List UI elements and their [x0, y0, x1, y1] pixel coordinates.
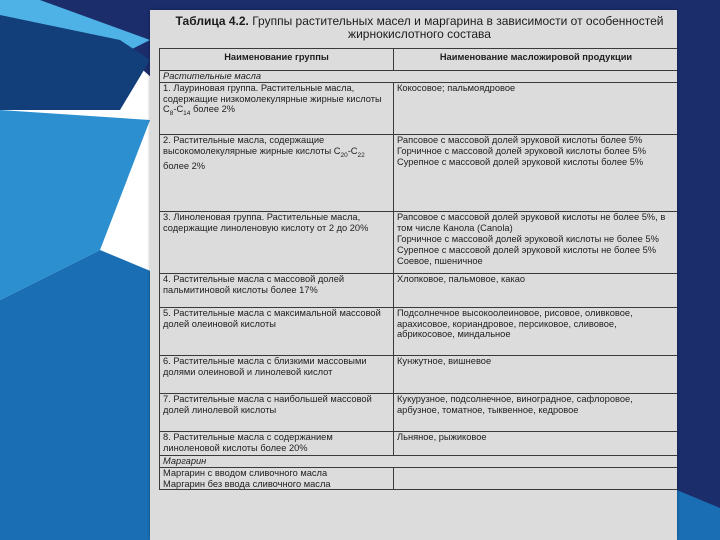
table-row: [160, 356, 678, 394]
product-cell: Хлопковое, пальмовое, какао: [394, 274, 678, 308]
group-cell: 1. Лауриновая группа. Растительные масла, содержащие низкомолекулярные жирные кислоты $C_8-C_{14}$ более 2%: [160, 83, 394, 135]
product-cell: Кунжутное, вишневое: [394, 356, 678, 394]
group-cell: 5. Растительные масла с максимальной массовой долей олеиновой кислоты: [160, 308, 394, 356]
margarine-cell: Маргарин с вводом сливочного масла Маргарин без ввода сливочного масла: [160, 468, 394, 490]
table-row: [160, 432, 678, 456]
empty-cell: [394, 468, 678, 490]
product-cell: Рапсовое с массовой долей эруковой кислоты более 5% Горчичное с массовой долей эруковой кислоты более 5% Сурепное с массовой долей эруковой кислоты более 5%: [394, 135, 678, 212]
group-cell: 2. Растительные масла, содержащие высокомолекулярные жирные кислоты $C_{20}-C_{22}$ более 2%: [160, 135, 394, 212]
group-cell: 3. Линоленовая группа. Растительные масла, содержащие линоленовую кислоту от 2 до 20%: [160, 212, 394, 274]
section-plant-oils: Растительные масла: [160, 71, 678, 83]
group-cell: 4. Растительные масла с массовой долей пальмитиновой кислоты более 17%: [160, 274, 394, 308]
table-row: [160, 135, 678, 212]
table-title-text: Группы растительных масел и маргарина в зависимости от особенностей жирнокислотного состава: [252, 14, 664, 41]
section-margarine: Маргарин: [160, 456, 678, 468]
product-cell: Льняное, рыжиковое: [394, 432, 678, 456]
table-row: [160, 212, 678, 274]
product-cell: Кокосовое; пальмоядровое: [394, 83, 678, 135]
table-row: [160, 83, 678, 135]
table-row: [160, 308, 678, 356]
header-row: [160, 49, 678, 71]
section-row: [160, 456, 678, 468]
oil-groups-table: [159, 48, 677, 490]
group-cell: 8. Растительные масла с содержанием линоленовой кислоты более 20%: [160, 432, 394, 456]
product-cell: Рапсовое с массовой долей эруковой кислоты не более 5%, в том числе Канола (Canola) Горчичное с массовой долей эруковой кислоты не более 5% Сурепное с массовой долей эруковой кислоты не более 5% Соевое, пшеничное: [394, 212, 678, 274]
product-cell: Кукурузное, подсолнечное, виноградное, сафлоровое, арбузное, томатное, тыквенное, кедровое: [394, 394, 678, 432]
group-cell: 7. Растительные масла с наибольшей массовой долей линолевой кислоты: [160, 394, 394, 432]
header-product-name: Наименование масложировой продукции: [394, 49, 678, 71]
header-group-name: Наименование группы: [160, 49, 394, 71]
section-row: [160, 71, 678, 83]
product-cell: Подсолнечное высокоолеиновое, рисовое, оливковое, арахисовое, кориандровое, персиковое, сливовое, абрикосовое, миндальное: [394, 308, 678, 356]
table-page: [150, 10, 677, 540]
table-title-label: Таблица 4.2.: [175, 14, 249, 28]
table-title: [150, 10, 677, 41]
table-row: [160, 468, 678, 490]
table-row: [160, 394, 678, 432]
table-row: [160, 274, 678, 308]
group-cell: 6. Растительные масла с близкими массовыми долями олеиновой и линолевой кислот: [160, 356, 394, 394]
